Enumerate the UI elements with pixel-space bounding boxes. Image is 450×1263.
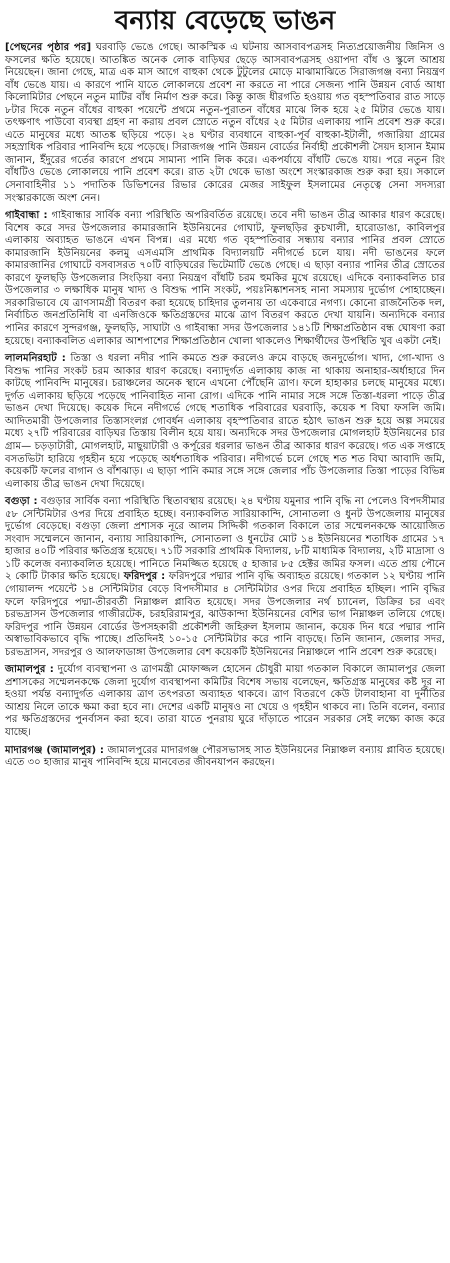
headline: বন্যায় বেড়েছে ভাঙন	[114, 6, 336, 36]
paragraph-text: দুর্যোগ ব্যবস্থাপনা ও ত্রাণমন্ত্রী মোফাজ্জল হোসেন চৌধুরী মায়া গতকাল বিকালে জামালপুর জেলা প্রশাসকের সম্মেলনকক্ষে জেলা দুর্যোগ ব্যবস্থাপনা কমিটির বিশেষ সভায় বলেছেন, ক্ষতিগ্রস্ত মানুষের কষ্ট দূর না হওয়া পর্যন্ত বন্যাদুর্গত এলাকায় ত্রাণ তৎপরতা অব্যাহত থাকবে। ত্রাণ বিতরণে কেউ টালবাহানা বা দুর্নীতির আশ্রয় নিলে তাকে ক্ষমা করা হবে না। দেশের একটি মানুষও না খেয়ে ও গৃহহীন থাকবে না। তিনি বলেন, বন্যার পর ক্ষতিগ্রস্তদের পুনর্বাসন করা হবে। তারা যাতে পুনরায় ঘুরে দাঁড়াতে পারেন সরকার সেই লক্ষ্যে কাজ করে যাচ্ছে।	[5, 664, 446, 738]
paragraph-lead: মাদারগঞ্জ (জামালপুর) :	[5, 744, 104, 756]
paragraph-lead: বগুড়া :	[5, 496, 38, 508]
paragraph-text: বগুড়ার সার্বিক বন্যা পরিস্থিতি স্থিতাবস্থায় রয়েছে। ২৪ ঘণ্টায় যমুনার পানি বৃদ্ধি না পেলেও বিপদসীমার ৫৮ সেন্টিমিটার ওপর দিয়ে প্রবাহিত হচ্ছে। বন্যাকবলিত সারিয়াকান্দি, সোনাতলা ও ধুনট উপজেলায় মানুষের দুর্ভোগ বেড়েছে। বগুড়া জেলা প্রশাসক নূরে আলম সিদ্দিকী গতকাল বিকালে তার সম্মেলনকক্ষে আয়োজিত সংবাদ সম্মেলনে জানান, বন্যায় সারিয়াকান্দি, সোনাতলা ও ধুনটের মোট ১৪ ইউনিয়নের শতাধিক গ্রামের ১৭ হাজার ৪০টি পরিবার ক্ষতিগ্রস্ত হয়েছে। ৭১টি সরকারি প্রাথমিক বিদ্যালয়, ৮টি মাধ্যমিক বিদ্যালয়, ২টি মাদ্রাসা ও ১টি কলেজ বন্যাকবলিত হয়েছে। পানিতে নিমজ্জিত হয়েছে ৫ হাজার ৮৫ হেক্টর জমির ফসল। এতে প্রায় পৌনে ২ কোটি টাকার ক্ষতি হয়েছে।	[5, 496, 445, 583]
article-body	[5, 42, 445, 770]
paragraph-lead: লালমনিরহাট :	[5, 353, 66, 365]
paragraph-text: জামালপুরের মাদারগঞ্জ পৌরসভাসহ সাত ইউনিয়নের নিম্নাঞ্চল বন্যায় প্লাবিত হয়েছে। এতে ৩০ হাজার মানুষ পানিবন্দি হয়ে মানবেতর জীবনযাপন করছেন।	[5, 744, 446, 769]
paragraph-lead: গাইবান্ধা :	[5, 210, 48, 222]
article-paragraph	[5, 496, 445, 659]
paragraph-lead: জামালপুর :	[5, 664, 54, 676]
paragraph-text: ঘরবাড়ি ভেঙে গেছে। আকস্মিক এ ঘটনায় আসবাবপত্রসহ নিত্যপ্রয়োজনীয় জিনিস ও ফসলের ক্ষতি হয়েছে। আতঙ্কিত অনেক লোক বাড়িঘর ছেড়ে আসবাবপত্রসহ ওয়াপদা বাঁধ ও স্কুলে আশ্রয় নিয়েছেন। জানা গেছে, মাত্র এক মাস আগে বাহুকা থেকে টুটুলের মোড়ে মাঝামাঝিতে সিরাজগঞ্জ বন্যা নিয়ন্ত্রণ বাঁধ ভেঙে যায়। এ কারণে পানি যাতে লোকালয়ে প্রবেশ না করতে না পারে সেজন্য পানি উন্নয়ন বোর্ড আধা কিলোমিটার পেছনে নতুন মাটির বাঁধ নির্মাণ শুরু করে। কিন্তু কাজ ধীরগতি হওয়ায় গত বৃহস্পতিবার রাত সাড়ে ৮টার দিকে নতুন বাঁধের বাহুকা পয়েন্টে প্রথমে নতুন-পুরাতন বাঁধের মাঝে লিক হয়ে ২৫ মিটার ভেঙে যায়। তৎক্ষণাৎ পাউবো ব্যবস্থা গ্রহণ না করায় প্রবল স্রোতে নতুন বাঁধের ২৫ মিটার এলাকায় পানি প্রবেশ শুরু করে। এতে মানুষের মধ্যে আতঙ্ক ছড়িয়ে পড়ে। ২৪ ঘণ্টার ব্যবধানে বাহুকা-পূর্ব বাহুকা-ইটালী, গজারিয়া গ্রামের সহস্রাধিক পরিবার পানিবন্দি হয়ে পড়েছে। সিরাজগঞ্জ পানি উন্নয়ন বোর্ডের নির্বাহী প্রকৌশলী সৈয়দ হাসান ইমাম জানান, ইঁদুরের গর্তের কারণে প্রথমে সামান্য পানি লিক করে। একপর্যায়ে বাঁধটি ভেঙে যায়। পরে নতুন রিং বাঁধটিও ভেঙে লোকালয়ে পানি প্রবেশ করে। রাত ২টা থেকে ভাঙা অংশে সংস্কারকাজ শুরু করা হয়। সকালে সেনাবাহিনীর ১১ পদাতিক ডিভিশনের রিভার কোরের মেজর সাইফুল ইসলামের নেতৃত্বে সেনা সদস্যরা সংস্কারকাজে অংশ নেন।	[5, 42, 445, 204]
article-paragraph	[5, 664, 445, 739]
paragraph-lead: ফরিদপুর :	[123, 571, 166, 583]
paragraph-lead: [পেছনের পৃষ্ঠার পর]	[5, 42, 92, 53]
paragraph-text: তিস্তা ও ধরলা নদীর পানি কমতে শুরু করলেও ক্রমে বাড়ছে জনদুর্ভোগ। খাদ্য, গো-খাদ্য ও বিশুদ্ধ পানির সংকট চরম আকার ধারণ করেছে। বন্যাদুর্গত এলাকায় কাজ না থাকায় অনাহার-অর্ধাহারে দিন কাটছে পানিবন্দি মানুষের। চরাঞ্চলের অনেক স্থানে এখনো পৌঁছেনি ত্রাণ। ফলে হাহাকার চলছে মানুষের মধ্যে। দুর্গত এলাকায় ছড়িয়ে পড়েছে পানিবাহিত নানা রোগ। এদিকে পানি নামার সঙ্গে সঙ্গে তিস্তা-ধরলা পাড়ে তীব্র ভাঙন দেখা দিয়েছে। কয়েক দিনে নদীগর্ভে গেছে শতাধিক পরিবারের ঘরবাড়ি, কয়েক শ বিঘা ফসলি জমি। আদিতমারী উপজেলার তিস্তাসংলগ্ন গোবর্ধন এলাকায় বৃহস্পতিবার রাতে হঠাৎ ভাঙন শুরু হয়ে অল্প সময়ের মধ্যে ২৭টি পরিবারের বাড়িঘর তিস্তায় বিলীন হয়ে যায়। অন্যদিকে সদর উপজেলার মোগলহাট ইউনিয়নের চার গ্রাম— চড়ড়াটারী, মোগলহাট, মাছুয়াটারী ও কর্পূরের ধরলার ভাঙন তীব্র আকার ধারণ করেছে। গত এক সপ্তাহে বসতভিটা হারিয়ে গৃহহীন হয়ে পড়েছে অর্ধশতাধিক পরিবার। নদীগর্ভে চলে গেছে শত শত বিঘা আবাদি জমি, কয়েকটি ফলের বাগান ও বাঁশঝাড়। এ ছাড়া পানি কমার সঙ্গে সঙ্গে জেলার পাঁচ উপজেলার তিস্তা পাড়ের বিভিন্ন এলাকায় তীব্র ভাঙন দেখা দিয়েছে।	[5, 353, 445, 490]
article-paragraph	[5, 210, 445, 348]
article-paragraph	[5, 745, 445, 770]
article-paragraph	[5, 353, 445, 491]
paragraph-text: গাইবান্ধার সার্বিক বন্যা পরিস্থিতি অপরিবর্তিত রয়েছে। তবে নদী ভাঙন তীব্র আকার ধারণ করেছে। বিশেষ করে সদর উপজেলার কামারজানি ইউনিয়নের গোঘাট, ফুলছড়ির কুচখালী, হারোডাঙা, কাবিলপুর এলাকায় অব্যাহত ভাঙনে এখন বিপন্ন। এর মধ্যে গত বৃহস্পতিবার সন্ধ্যায় বন্যার পানির প্রবল স্রোতে কামারজানি ইউনিয়নের কলমু এসএমসি প্রাথমিক বিদ্যালয়টি নদীগর্ভে চলে যায়। নদী ভাঙনের ফলে কামারজানির গোঘাটে বসবাসরত ৭০টি বাড়িঘরের ভিটেমাটি ভেঙে গেছে। এ ছাড়া বন্যার পানির তীব্র স্রোতের কারণে ফুলছড়ি উপজেলার সিংড়িয়া বন্যা নিয়ন্ত্রণ বাঁধটি চরম হুমকির মুখে রয়েছে। এদিকে বন্যাকবলিত চার উপজেলার ৩ লক্ষাধিক মানুষ খাদ্য ও বিশুদ্ধ পানি সংকট, পয়ঃনিষ্কাশনসহ নানা সমস্যায় দুর্ভোগ পোহাচ্ছেন। সরকারিভাবে যে ত্রাণসামগ্রী বিতরণ করা হয়েছে চাহিদার তুলনায় তা একেবারে নগণ্য। কোনো রাজনৈতিক দল, নির্বাচিত জনপ্রতিনিধি বা এনজিওকে ক্ষতিগ্রস্তদের মাঝে ত্রাণ বিতরণ করতে দেখা যায়নি। অন্যদিকে বন্যার পানির কারণে সুন্দরগঞ্জ, ফুলছড়ি, সাঘাটা ও গাইবান্ধা সদর উপজেলার ১৪১টি শিক্ষাপ্রতিষ্ঠান বন্ধ ঘোষণা করা হয়েছে। বন্যাকবলিত এলাকার আশপাশের শিক্ষাপ্রতিষ্ঠান খোলা থাকলেও শিক্ষার্থীদের উপস্থিতি খুব একটা নেই।	[5, 210, 446, 347]
article-paragraph	[5, 42, 445, 205]
paragraph-text: ফরিদপুরে পদ্মার পানি বৃদ্ধি অব্যাহত রয়েছে। গতকাল ১২ ঘণ্টায় পানি গোয়ালন্দ পয়েন্টে ১৪ সেন্টিমিটার বেড়ে বিপদসীমার ৪ সেন্টিমিটার ওপর দিয়ে প্রবাহিত হচ্ছিল। পানি বৃদ্ধির ফলে ফরিদপুরে পদ্মা-তীরবর্তী নিম্নাঞ্চল প্লাবিত হয়েছে। সদর উপজেলার নর্থ চ্যানেল, ডিক্রির চর এবং চরভদ্রাসন উপজেলার গাজীরটেক, চরহরিরামপুর, ঝাউকান্দা ইউনিয়নের বেশির ভাগ নিম্নাঞ্চল তলিয়ে গেছে। ফরিদপুর পানি উন্নয়ন বোর্ডের উপসহকারী প্রকৌশলী জহিরুল ইসলাম জানান, কয়েক দিন ধরে পদ্মার পানি অস্বাভাবিকভাবে বৃদ্ধি পাচ্ছে। প্রতিদিনই ১০-১৫ সেন্টিমিটার করে পানি বাড়ছে। তিনি জানান, জেলার সদর, চরভদ্রাসন, সদরপুর ও আলফাডাঙ্গা উপজেলার বেশ কয়েকটি ইউনিয়নের নিম্নাঞ্চলে পানি প্রবেশ শুরু করেছে।	[5, 571, 446, 658]
